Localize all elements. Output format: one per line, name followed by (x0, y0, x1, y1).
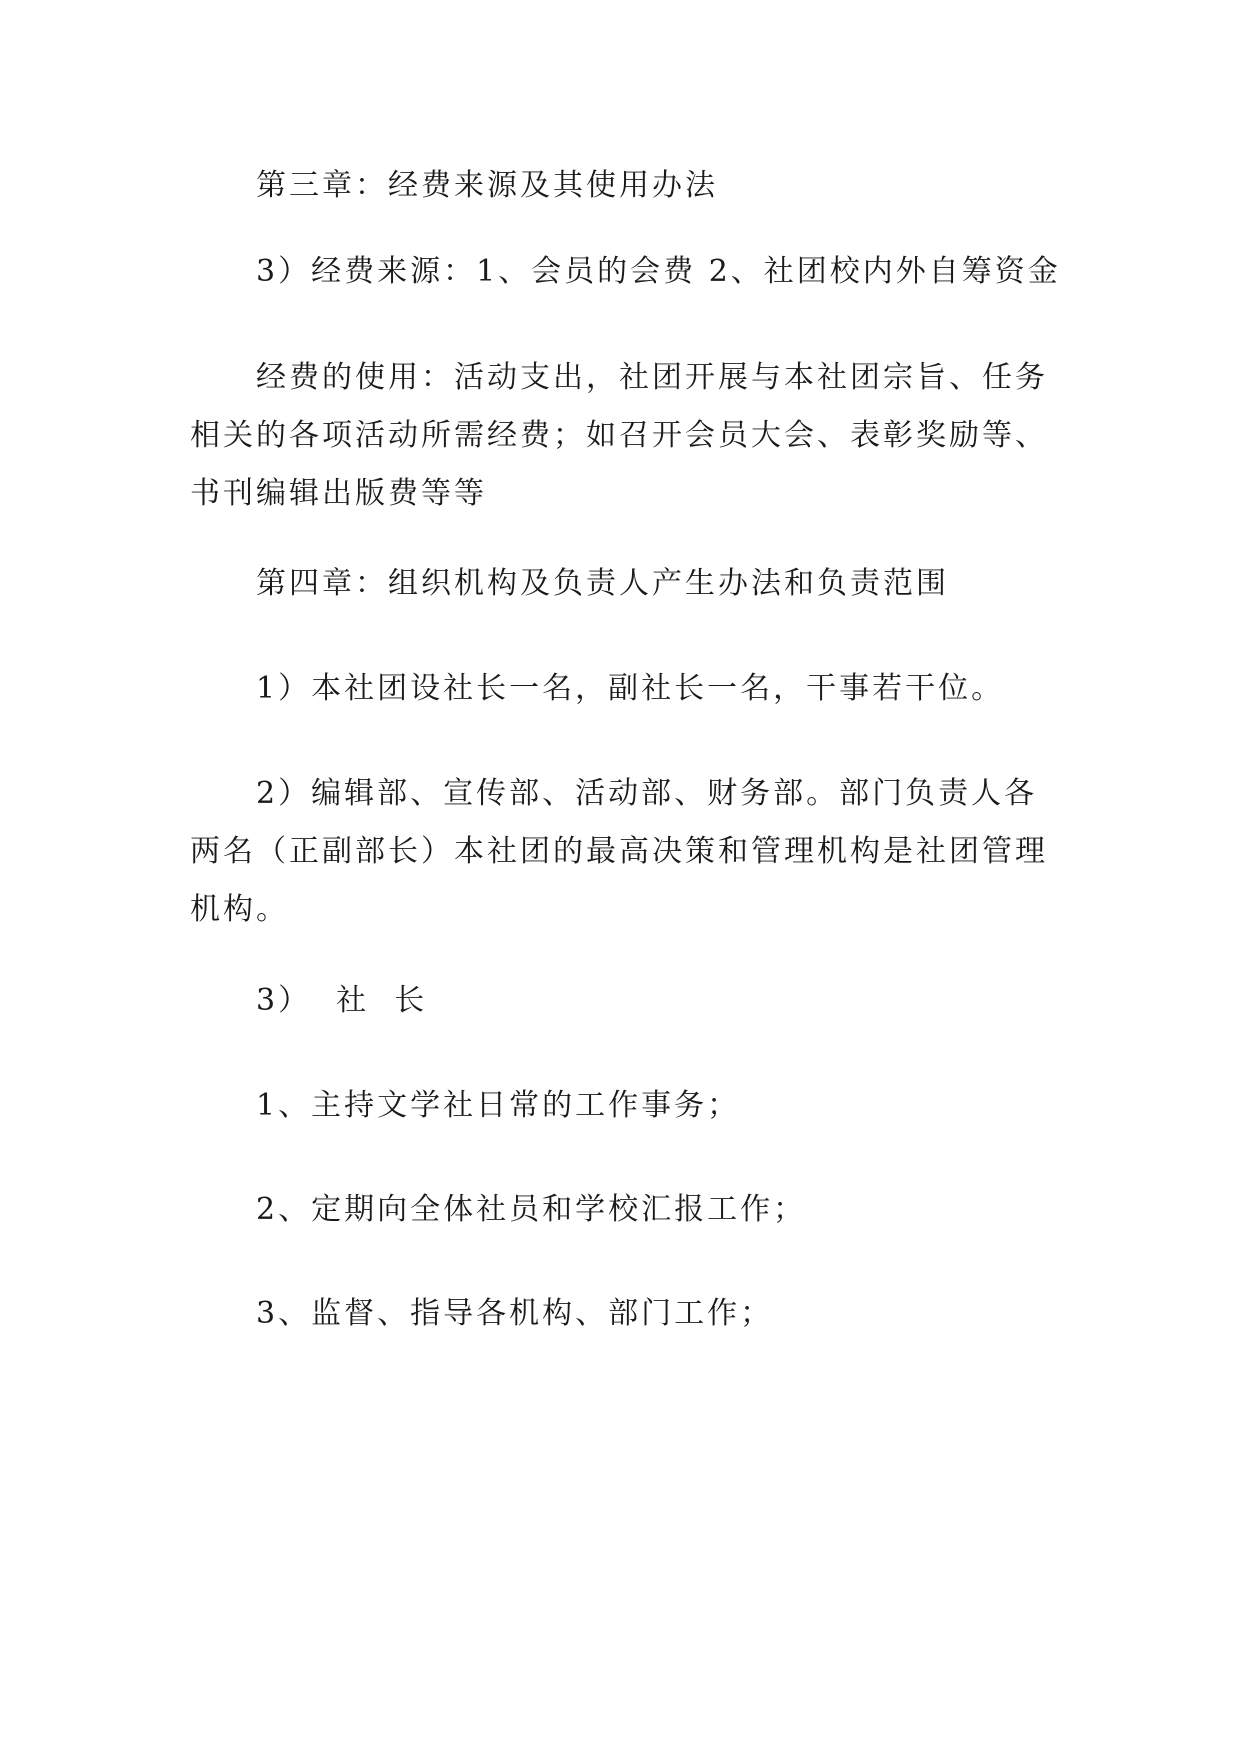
departments-paragraph: 2）编辑部、宣传部、活动部、财务部。部门负责人各两名（正副部长）本社团的最高决策和管理机构是社团管理机构。 (190, 776, 1048, 927)
funding-usage-paragraph: 经费的使用：活动支出，社团开展与本社团宗旨、任务相关的各项活动所需经费；如召开会员大会、表彰奖励等、书刊编辑出版费等等 (190, 360, 1048, 511)
leadership-paragraph: 1）本社团设社长一名，副社长一名，干事若干位。 (256, 671, 1005, 706)
chapter-3-heading: 第三章：经费来源及其使用办法 (256, 168, 718, 203)
duty-item-1: 1、主持文学社日常的工作事务； (256, 1088, 741, 1123)
chapter-4-heading: 第四章：组织机构及负责人产生办法和负责范围 (256, 566, 949, 601)
duty-item-2: 2、定期向全体社员和学校汇报工作； (256, 1192, 807, 1227)
funding-sources-paragraph: 3）经费来源：1、会员的会费 2、社团校内外自筹资金 (256, 254, 1061, 289)
president-heading: 3） 社 长 (256, 983, 428, 1018)
duty-item-3: 3、监督、指导各机构、部门工作； (256, 1296, 774, 1331)
